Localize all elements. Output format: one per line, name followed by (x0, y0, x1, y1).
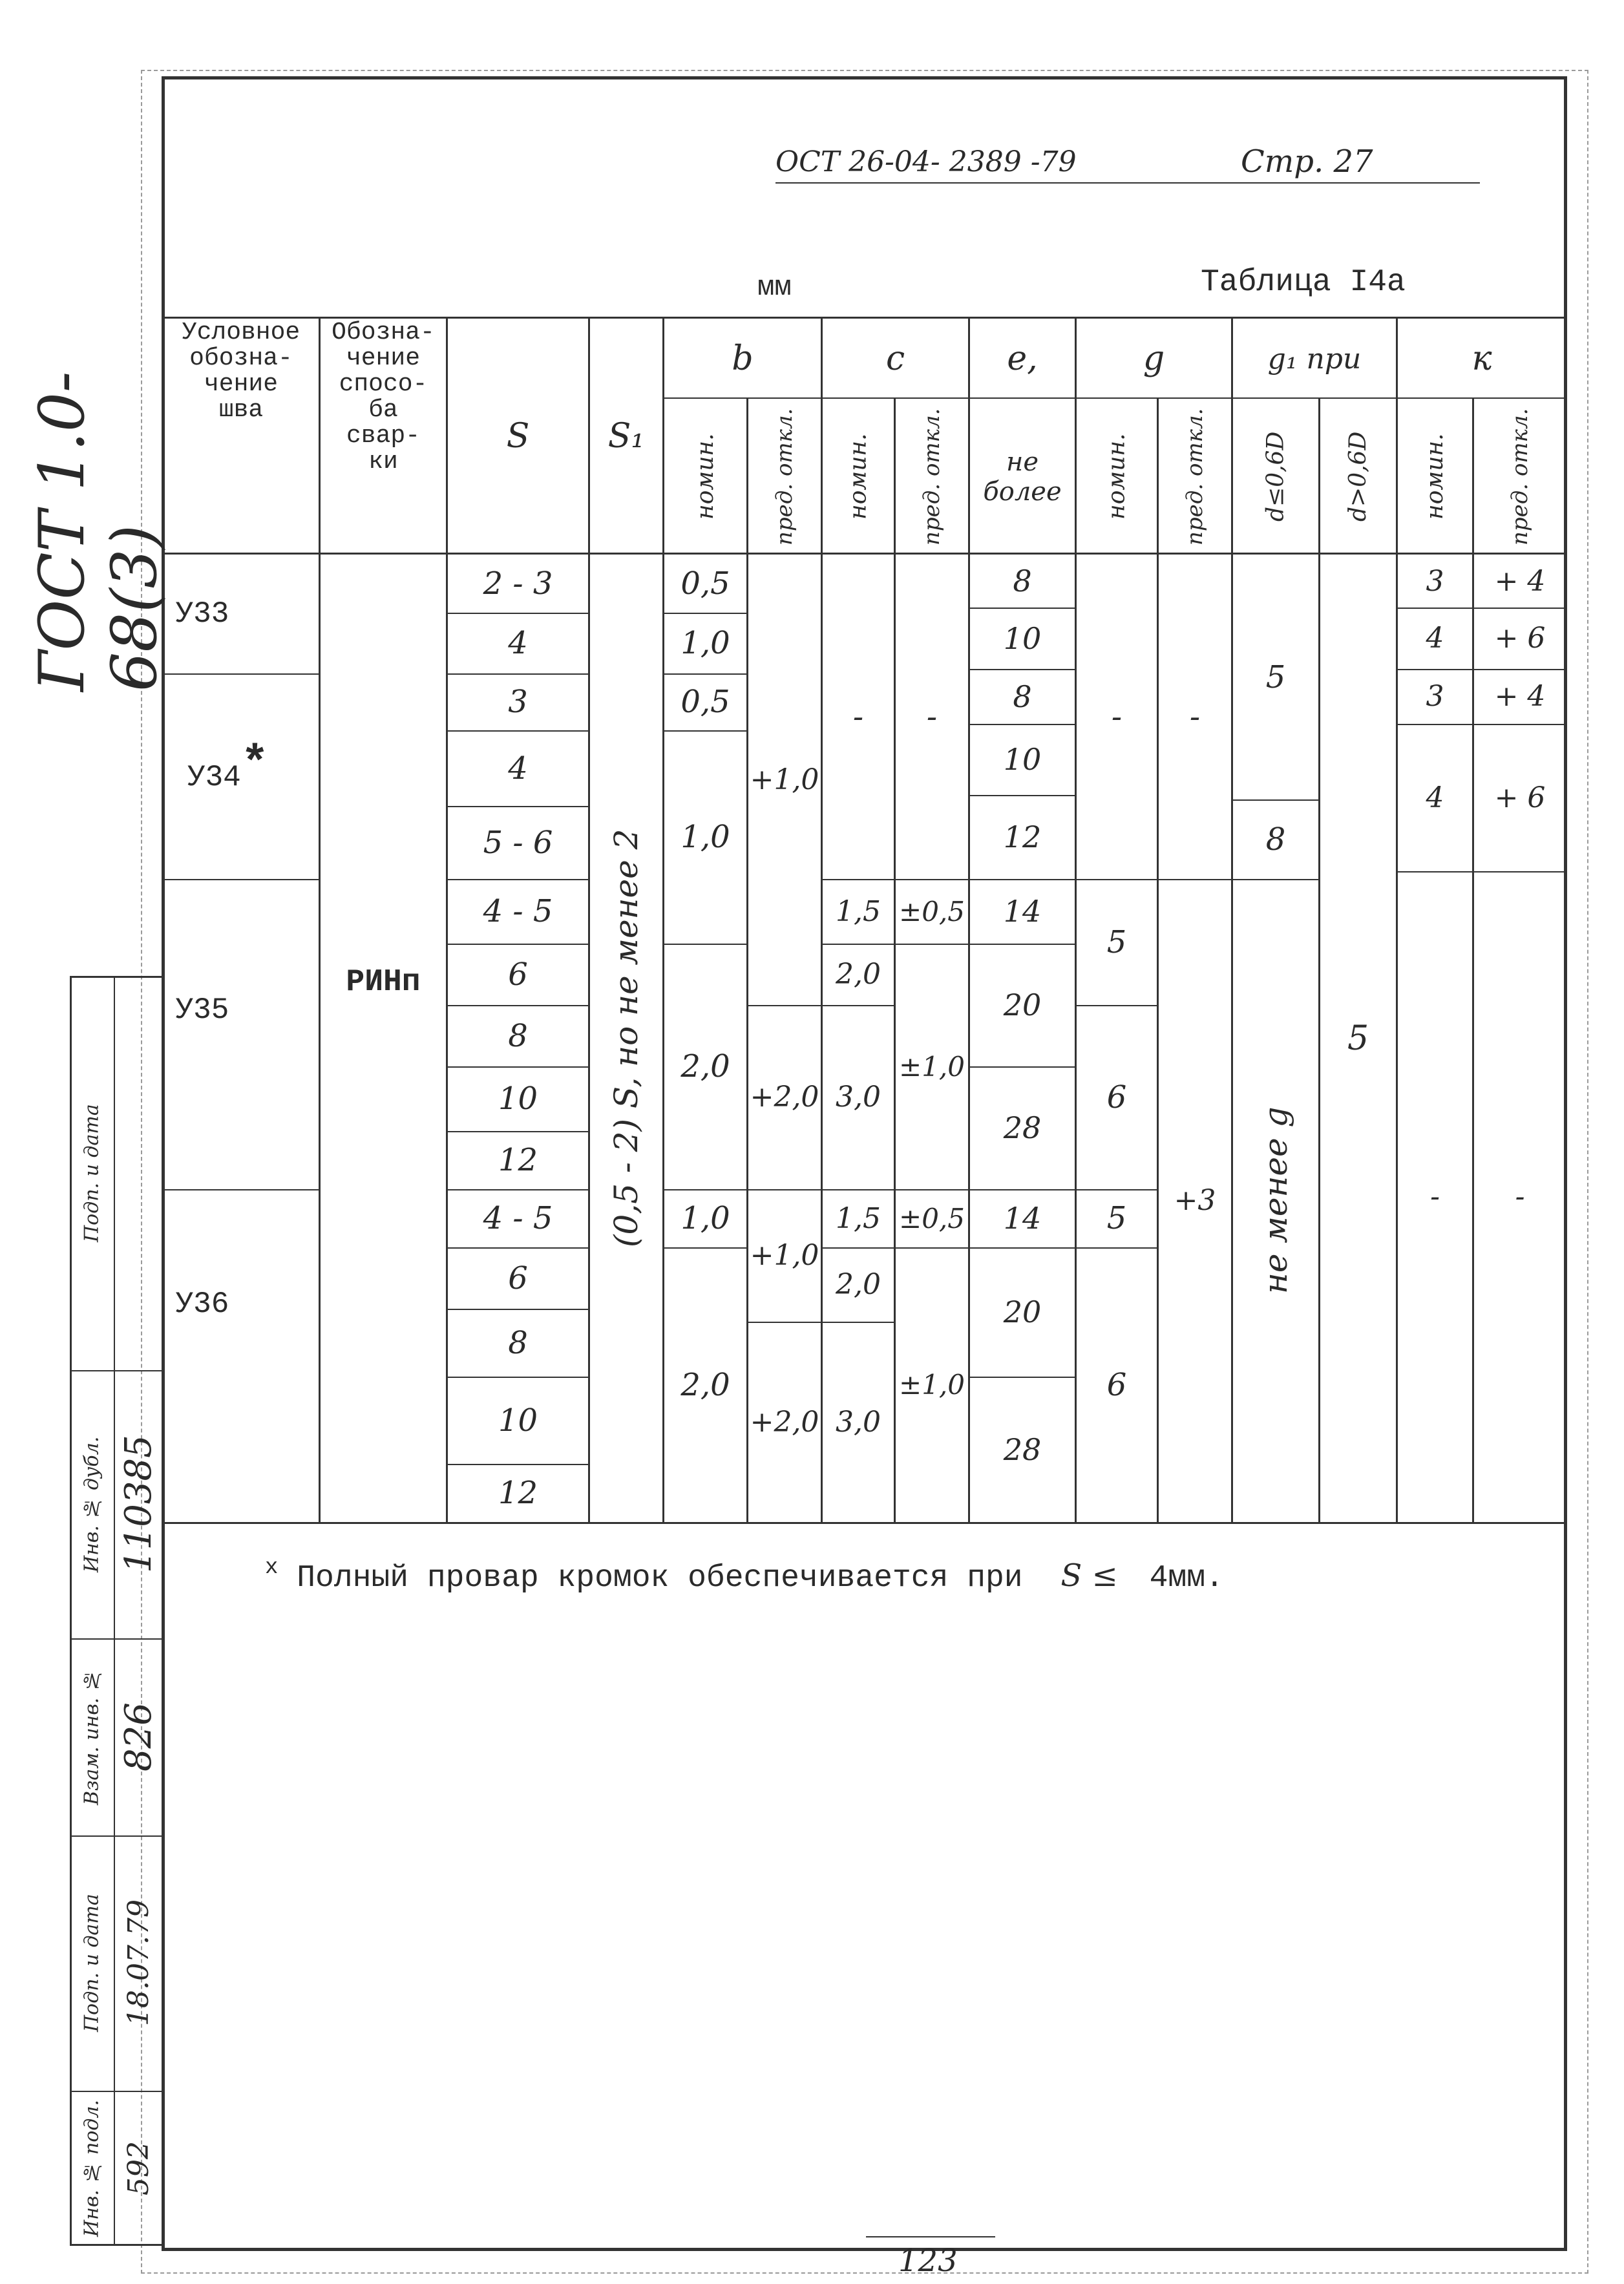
stamp-value-2: 18.07.79 (122, 1899, 155, 2027)
b-pred-value: +1,0 (750, 763, 819, 796)
c-pred-value: - (926, 699, 938, 735)
mark-line-1 (162, 673, 319, 675)
e-value: 20 (1003, 988, 1042, 1022)
mark-u34 (163, 675, 293, 879)
g-nom-value: 6 (1106, 1366, 1127, 1403)
g-nom-value: - (1111, 699, 1123, 735)
head-e: e, (1007, 339, 1038, 378)
s1-value: (0,5 - 2) S, но не менее 2 (607, 829, 645, 1248)
mark-line-2 (162, 879, 319, 880)
b-pred-value: +2,0 (750, 1405, 819, 1439)
k-nom-value: 4 (1426, 781, 1444, 814)
head-s1: S₁ (607, 417, 645, 456)
stamp-value-4: 110385 (118, 1435, 160, 1574)
stamp-label-1: Инв. № подл. (80, 2099, 103, 2237)
footnote-condition: S ≤ (1060, 1558, 1118, 1594)
footnote (265, 1558, 1224, 1596)
head-cond: Условное обозна- чение шва (182, 319, 301, 424)
c-pred-value: ±1,0 (899, 1369, 965, 1401)
stamp-label-5: Подп. и дата (80, 1104, 103, 1242)
g1-value: 5 (1265, 659, 1286, 695)
page-number-header: Стр. 27 (1241, 143, 1373, 180)
c-nom-value: 3,0 (836, 1405, 881, 1439)
e-value: 14 (1003, 1201, 1042, 1236)
b-nom-value: 1,0 (680, 1200, 730, 1236)
head-c-nom: номин. (845, 433, 872, 520)
g1-value: 8 (1265, 821, 1286, 858)
s-value: 6 (508, 956, 528, 993)
footnote-tail: 4мм. (1149, 1561, 1224, 1596)
e-value: 28 (1003, 1110, 1042, 1145)
head-b-nom: номин. (692, 433, 719, 520)
c-pred-value: ±0,5 (899, 1202, 965, 1234)
s-value: 10 (498, 1402, 538, 1439)
k-nom-value: - (1430, 1180, 1440, 1213)
e-value: 10 (1003, 620, 1042, 656)
c-nom-value: 1,5 (836, 894, 881, 928)
g-nom-value: 6 (1106, 1079, 1127, 1116)
unit-label: мм (757, 271, 792, 304)
table-bottom-line (162, 1522, 1567, 1524)
stamp-value-1: 592 (122, 2141, 155, 2195)
s-value: 3 (508, 684, 528, 720)
gost-side-label: ГОСТ 1.0-68(3) (26, 371, 171, 692)
k-pred-value: + 4 (1494, 680, 1546, 713)
b-nom-value: 2,0 (680, 1366, 730, 1403)
e-value: 12 (1003, 819, 1042, 854)
head-e-sub: не более (983, 447, 1062, 507)
g-nom-value: 5 (1106, 924, 1127, 960)
head-g1-d2: d>0,6D (1345, 431, 1371, 522)
head-g1-d1: d≤0,6D (1262, 431, 1289, 522)
table-title: Таблица I4а (1201, 265, 1406, 300)
head-k-pred: пред. откл. (1507, 408, 1533, 545)
e-value: 28 (1003, 1432, 1042, 1467)
e-value: 8 (1013, 564, 1032, 598)
stamp-value-3: 826 (118, 1702, 160, 1771)
c-nom-value: 1,5 (836, 1201, 881, 1235)
mark-u33: У33 (175, 597, 229, 631)
k-nom-value: 3 (1426, 680, 1444, 713)
g1-d2-value: 5 (1347, 1019, 1369, 1058)
head-k: к (1471, 339, 1492, 378)
footnote-mark: x (265, 1556, 279, 1580)
k-pred-value: + 6 (1494, 622, 1546, 655)
head-g1: g₁ при (1267, 342, 1362, 375)
stamp-label-4: Инв. № дубл. (80, 1436, 103, 1572)
k-nom-value: 3 (1426, 564, 1444, 598)
head-c-pred: пред. откл. (919, 408, 945, 545)
b-nom-value: 1,0 (680, 625, 730, 661)
c-pred-value: ±1,0 (899, 1050, 965, 1083)
mark-u34-text: У34 (187, 760, 241, 794)
head-g: g (1143, 339, 1165, 378)
head-b: b (732, 339, 754, 378)
b-pred-value: +2,0 (750, 1081, 819, 1114)
head-b-pred: пред. откл. (772, 408, 797, 545)
s-value: 2 - 3 (483, 566, 553, 602)
b-nom-value: 1,0 (680, 819, 730, 855)
g-nom-value: 5 (1106, 1200, 1127, 1236)
c-nom-value: - (852, 699, 864, 735)
header-underline (775, 182, 1480, 184)
mark-line-3 (162, 1189, 319, 1190)
g1-value-vertical: не менее g (1257, 1106, 1294, 1295)
stamp-block (70, 976, 163, 2246)
header-sub-line (662, 397, 1567, 399)
head-k-nom: номин. (1422, 433, 1448, 520)
head-method: Обозна- чение спосо- ба свар- ки (332, 319, 435, 476)
doc-number-text: ОСТ 26-04- 2389 -79 (775, 145, 1077, 178)
b-nom-value: 0,5 (680, 684, 730, 720)
s-row-line (448, 1522, 588, 1523)
s-value: 12 (498, 1475, 538, 1511)
mark-u35: У35 (175, 993, 229, 1027)
head-s: S (506, 417, 530, 456)
s-value: 4 - 5 (483, 893, 553, 929)
head-c: c (885, 339, 905, 378)
e-value: 14 (1003, 894, 1042, 929)
stamp-label-3: Взам. инв. № (80, 1669, 103, 1805)
c-pred-value: ±0,5 (899, 895, 965, 927)
g-pred-value: - (1189, 699, 1201, 735)
e-value: 10 (1003, 742, 1042, 777)
s-value: 12 (498, 1142, 538, 1178)
k-pred-value: + 6 (1494, 781, 1546, 814)
s-value: 4 (508, 625, 528, 661)
footer-page-number: 123 (898, 2243, 958, 2279)
mark-u36: У36 (175, 1287, 229, 1321)
e-value: 8 (1013, 679, 1032, 714)
s-value: 4 - 5 (483, 1200, 553, 1236)
c-nom-value: 3,0 (836, 1081, 881, 1114)
g-pred-value: +3 (1174, 1184, 1216, 1217)
e-row-line (970, 1522, 1075, 1523)
s-value: 6 (508, 1260, 528, 1296)
s-value: 10 (498, 1081, 538, 1117)
doc-number (775, 145, 1077, 180)
s-value: 5 - 6 (483, 824, 553, 861)
k-pred-value: + 4 (1494, 564, 1546, 598)
s-value: 4 (508, 750, 528, 787)
s-value: 8 (508, 1324, 528, 1361)
s-value: 8 (508, 1017, 528, 1054)
b-pred-value: +1,0 (750, 1239, 819, 1272)
head-g-pred: пред. откл. (1182, 408, 1208, 545)
b-nom-value: 0,5 (680, 566, 730, 602)
k-nom-value: 4 (1426, 622, 1444, 655)
c-nom-value: 2,0 (836, 1268, 881, 1301)
footnote-text: Полный провар кромок обеспечивается при (297, 1561, 1023, 1596)
k-pred-value: - (1515, 1180, 1525, 1213)
mark-u34-star: * (240, 737, 269, 791)
stamp-label-2: Подп. и дата (80, 1894, 103, 2033)
footer-line (866, 2236, 995, 2237)
c-nom-value: 2,0 (836, 958, 881, 991)
e-value: 20 (1003, 1295, 1042, 1329)
method-rinp: РИНп (346, 965, 421, 1000)
head-g-nom: номин. (1103, 433, 1130, 520)
b-nom-value: 2,0 (680, 1048, 730, 1084)
